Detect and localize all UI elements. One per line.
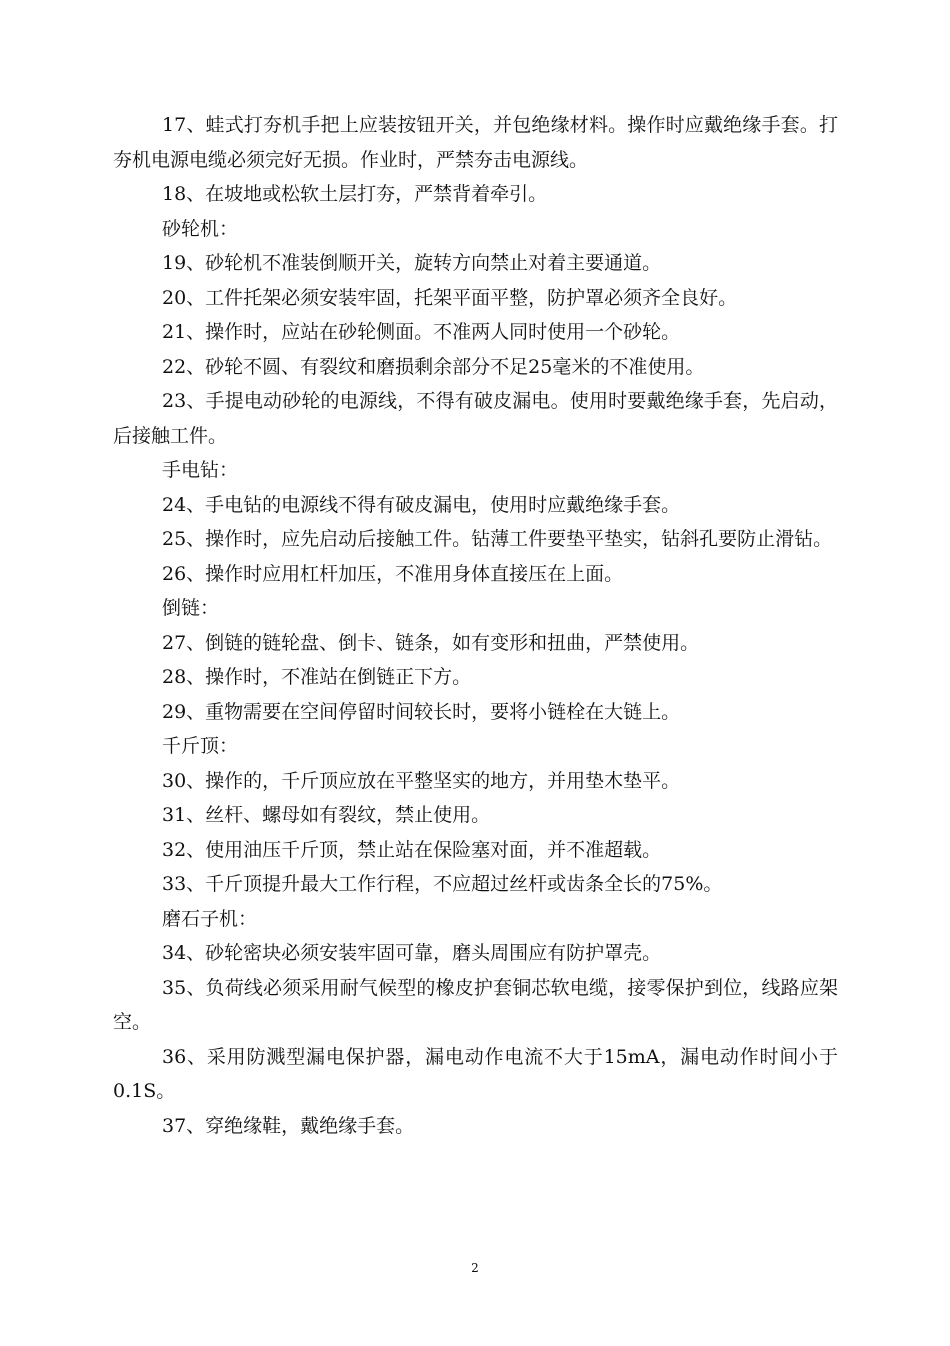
section-heading-grinder: 砂轮机： xyxy=(162,217,239,240)
paragraph-28: 28、操作时，不准站在倒链正下方。 xyxy=(162,666,472,688)
section-heading-jack: 千斤顶： xyxy=(162,735,239,757)
paragraph-17: 17、蛙式打夯机手把上应装按钮开关，并包绝缘材料。操作时应戴绝缘手套。打夯机电源电缆必须完好无损。作业时，严禁夯击电源线。 xyxy=(113,114,838,171)
paragraph-29: 29、重物需要在空间停留时间较长时，要将小链栓在大链上。 xyxy=(162,700,681,723)
page-number: 2 xyxy=(471,1261,479,1275)
paragraph-27: 27、倒链的链轮盘、倒卡、链条，如有变形和扭曲，严禁使用。 xyxy=(162,631,700,654)
paragraph-34: 34、砂轮密块必须安装牢固可靠，磨头周围应有防护罩壳。 xyxy=(162,942,662,964)
section-heading-terrazzo-grinder: 磨石子机： xyxy=(162,907,258,930)
section-heading-hand-drill: 手电钻： xyxy=(162,459,239,481)
paragraph-19: 19、砂轮机不准装倒顺开关，旋转方向禁止对着主要通道。 xyxy=(162,252,662,274)
paragraph-31: 31、丝杆、螺母如有裂纹，禁止使用。 xyxy=(162,804,491,826)
paragraph-30: 30、操作的，千斤顶应放在平整坚实的地方，并用垫木垫平。 xyxy=(162,769,681,792)
paragraph-37: 37、穿绝缘鞋，戴绝缘手套。 xyxy=(162,1114,415,1137)
section-heading-chain-hoist: 倒链： xyxy=(162,597,220,619)
document-body xyxy=(113,108,838,1143)
paragraph-23: 23、手提电动砂轮的电源线，不得有破皮漏电。使用时要戴绝缘手套，先启动，后接触工件。 xyxy=(113,390,838,447)
paragraph-26: 26、操作时应用杠杆加压，不准用身体直接压在上面。 xyxy=(162,562,624,585)
paragraph-20: 20、工件托架必须安装牢固，托架平面平整，防护罩必须齐全良好。 xyxy=(162,286,738,309)
paragraph-35: 35、负荷线必须采用耐气候型的橡皮护套铜芯软电缆，接零保护到位，线路应架空。 xyxy=(113,976,838,1033)
paragraph-18: 18、在坡地或松软土层打夯，严禁背着牵引。 xyxy=(162,183,548,205)
paragraph-21: 21、操作时，应站在砂轮侧面。不准两人同时使用一个砂轮。 xyxy=(162,321,681,343)
paragraph-32: 32、使用油压千斤顶，禁止站在保险塞对面，并不准超载。 xyxy=(162,838,662,861)
paragraph-33: 33、千斤顶提升最大工作行程，不应超过丝杆或齿条全长的75%。 xyxy=(162,873,723,895)
paragraph-22: 22、砂轮不圆、有裂纹和磨损剩余部分不足25毫米的不准使用。 xyxy=(162,355,705,378)
paragraph-36: 36、采用防溅型漏电保护器，漏电动作电流不大于15mA，漏电动作时间小于0.1S。 xyxy=(113,1045,838,1102)
paragraph-25: 25、操作时，应先启动后接触工件。钻薄工件要垫平垫实，钻斜孔要防止滑钻。 xyxy=(162,528,833,550)
paragraph-24: 24、手电钻的电源线不得有破皮漏电，使用时应戴绝缘手套。 xyxy=(162,493,681,516)
